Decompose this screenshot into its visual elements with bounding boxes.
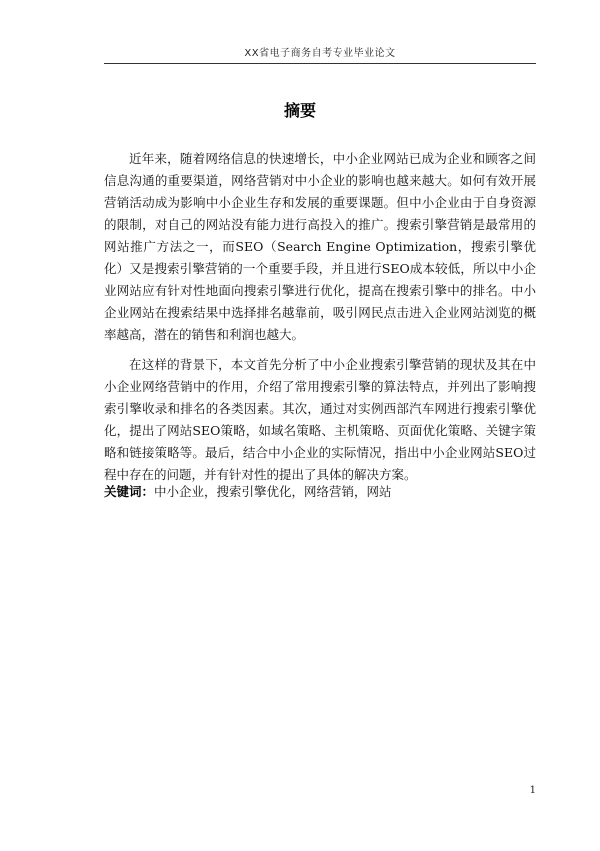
abstract-body bbox=[104, 148, 536, 494]
keywords-values: 中小企业，搜索引擎优化，网络营销，网站 bbox=[154, 484, 392, 499]
header-divider bbox=[104, 63, 536, 64]
running-header: XX省电子商务自考专业毕业论文 bbox=[244, 48, 396, 59]
abstract-paragraph-2: 在这样的背景下，本文首先分析了中小企业搜索引擎营销的现状及其在中小企业网络营销中的作用，介绍了常用搜索引擎的算法特点，并列出了影响搜索引擎收录和排名的各类因素。其次，通过对实例西部汽车网进行搜索引擎优化，提出了网站SEO策略，如域名策略、主机策略、页面优化策略、关键字策略和链接策略等。最后，结合中小企业的实际情况，指出中小企业网站SEO过程中存在的问题，并有针对性的提出了具体的解决方案。 bbox=[104, 357, 536, 482]
abstract-title: 摘要 bbox=[283, 101, 316, 120]
page-number: 1 bbox=[529, 785, 536, 796]
abstract-paragraph-1: 近年来，随着网络信息的快速增长，中小企业网站已成为企业和顾客之间信息沟通的重要渠道，网络营销对中小企业的影响也越来越大。如何有效开展营销活动成为影响中小企业生存和发展的重要课题。但中小企业由于自身资源的限制，对自己的网站没有能力进行高投入的推广。搜索引擎营销是最常用的网站推广方法之一，而SEO（Search Engine Optimization，搜索引擎优化）又是搜索引擎营销的一个重要手段，并且进行SEO成本较低，所以中小企业网站应有针对性地面向搜索引擎进行优化，提高在搜索引擎中的排名。中小企业网站在搜索结果中选择排名越靠前，吸引网民点击进入企业网站浏览的概率越高，潜在的销售和利润也越大。 bbox=[104, 151, 536, 342]
keywords-label: 关键词： bbox=[104, 484, 155, 499]
keywords-line bbox=[104, 481, 536, 503]
